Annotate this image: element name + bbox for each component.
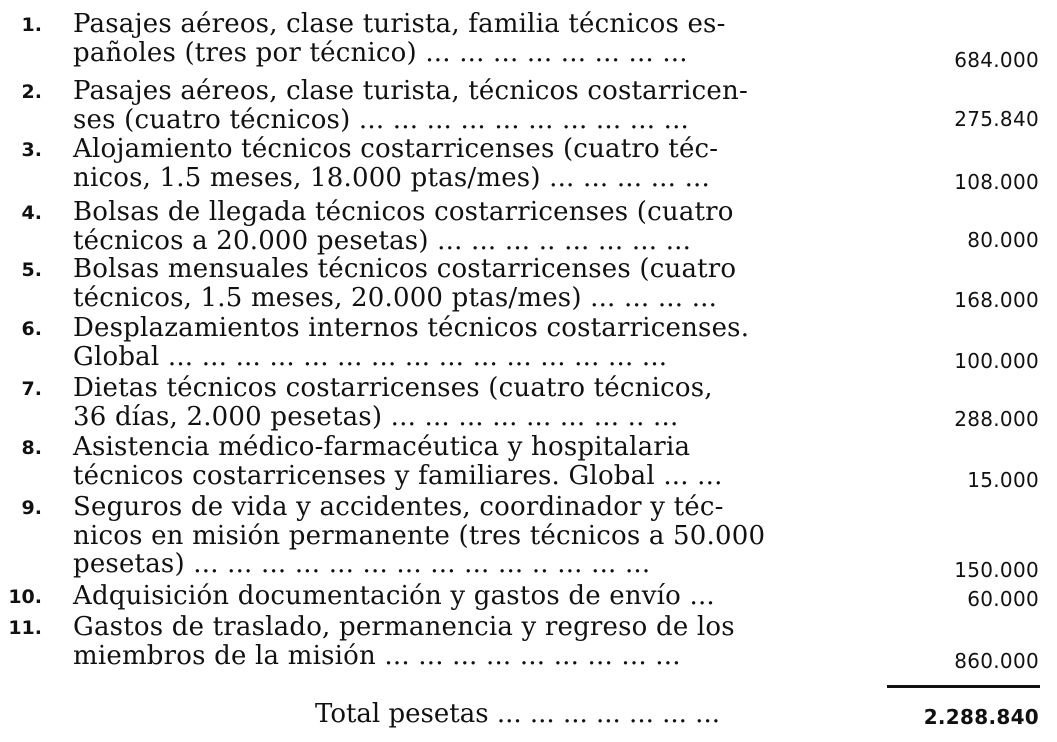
item-amount: 80.000 bbox=[967, 228, 1039, 252]
item-line: 36 días, 2.000 pesetas) ... ... ... ... ... ... ... .. ... bbox=[73, 401, 679, 432]
item-amount: 60.000 bbox=[967, 587, 1039, 611]
item-line: Adquisición documentación y gastos de envío ... bbox=[73, 581, 715, 611]
item-description bbox=[73, 10, 868, 67]
item-description bbox=[73, 255, 868, 312]
item-line: ses (cuatro técnicos) ... ... ... ... ... ... ... ... ... ... bbox=[73, 104, 690, 135]
item-line: Seguros de vida y accidentes, coordinador y téc- bbox=[73, 492, 724, 522]
item-line: nicos, 1.5 meses, 18.000 ptas/mes) ... ... ... ... ... bbox=[73, 162, 710, 193]
total-amount: 2.288.840 bbox=[923, 705, 1039, 729]
item-line: Pasajes aéreos, clase turista, familia técnicos es- bbox=[73, 9, 726, 39]
item-line: Gastos de traslado, permanencia y regreso de los bbox=[73, 612, 735, 642]
item-description bbox=[73, 135, 868, 192]
item-description bbox=[73, 374, 868, 431]
item-number: 2. bbox=[21, 81, 42, 103]
item-line: Dietas técnicos costarricenses (cuatro técnicos, bbox=[73, 373, 713, 403]
item-amount: 100.000 bbox=[954, 349, 1039, 373]
item-line: Pasajes aéreos, clase turista, técnicos costarricen- bbox=[73, 76, 748, 106]
item-amount: 288.000 bbox=[954, 407, 1039, 431]
item-amount: 168.000 bbox=[954, 288, 1039, 312]
item-line: Bolsas de llegada técnicos costarricenses (cuatro bbox=[73, 197, 734, 227]
item-description bbox=[73, 433, 868, 490]
item-number: 4. bbox=[21, 202, 42, 224]
item-number: 3. bbox=[21, 139, 42, 161]
item-description bbox=[73, 314, 868, 371]
total-divider bbox=[887, 685, 1040, 688]
item-number: 7. bbox=[21, 378, 42, 400]
item-line: Global ... ... ... ... ... ... ... ... ... ... ... ... ... ... ... bbox=[73, 341, 668, 372]
item-description bbox=[73, 493, 868, 579]
item-amount: 860.000 bbox=[954, 649, 1039, 673]
item-number: 8. bbox=[21, 437, 42, 459]
item-amount: 684.000 bbox=[954, 48, 1039, 72]
item-number: 6. bbox=[21, 318, 42, 340]
item-line: pañoles (tres por técnico) ... ... ... ... ... ... ... ... bbox=[73, 37, 688, 68]
item-number: 5. bbox=[21, 259, 42, 281]
item-line: Desplazamientos internos técnicos costarricenses. bbox=[73, 313, 750, 343]
item-line: nicos en misión permanente (tres técnicos a 50.000 bbox=[73, 520, 766, 551]
item-description bbox=[73, 613, 868, 670]
item-line: técnicos costarricenses y familiares. Global ... ... bbox=[73, 460, 723, 491]
item-line: Bolsas mensuales técnicos costarricenses (cuatro bbox=[73, 254, 737, 284]
item-amount: 275.840 bbox=[954, 107, 1039, 131]
item-number: 11. bbox=[8, 617, 42, 639]
item-amount: 15.000 bbox=[967, 468, 1039, 492]
item-number: 9. bbox=[21, 497, 42, 519]
item-line: técnicos, 1.5 meses, 20.000 ptas/mes) ... ... ... ... bbox=[73, 282, 718, 313]
item-number: 1. bbox=[21, 14, 42, 36]
total-label: Total pesetas ... ... ... ... ... ... ... bbox=[315, 699, 720, 729]
item-line: pesetas) ... ... ... ... ... ... ... ... ... ... .. ... ... ... bbox=[73, 549, 651, 579]
item-amount: 108.000 bbox=[954, 170, 1039, 194]
item-amount: 150.000 bbox=[954, 558, 1039, 582]
item-line: Alojamiento técnicos costarricenses (cuatro téc- bbox=[73, 134, 719, 164]
item-line: Asistencia médico-farmacéutica y hospitalaria bbox=[73, 432, 691, 462]
item-description bbox=[73, 582, 868, 611]
item-number: 10. bbox=[8, 586, 42, 608]
item-line: miembros de la misión ... ... ... ... ... ... ... ... ... bbox=[73, 640, 681, 671]
item-line: técnicos a 20.000 pesetas) ... ... ... .. ... ... ... ... bbox=[73, 225, 692, 256]
item-description bbox=[73, 198, 868, 255]
item-description bbox=[73, 77, 868, 134]
